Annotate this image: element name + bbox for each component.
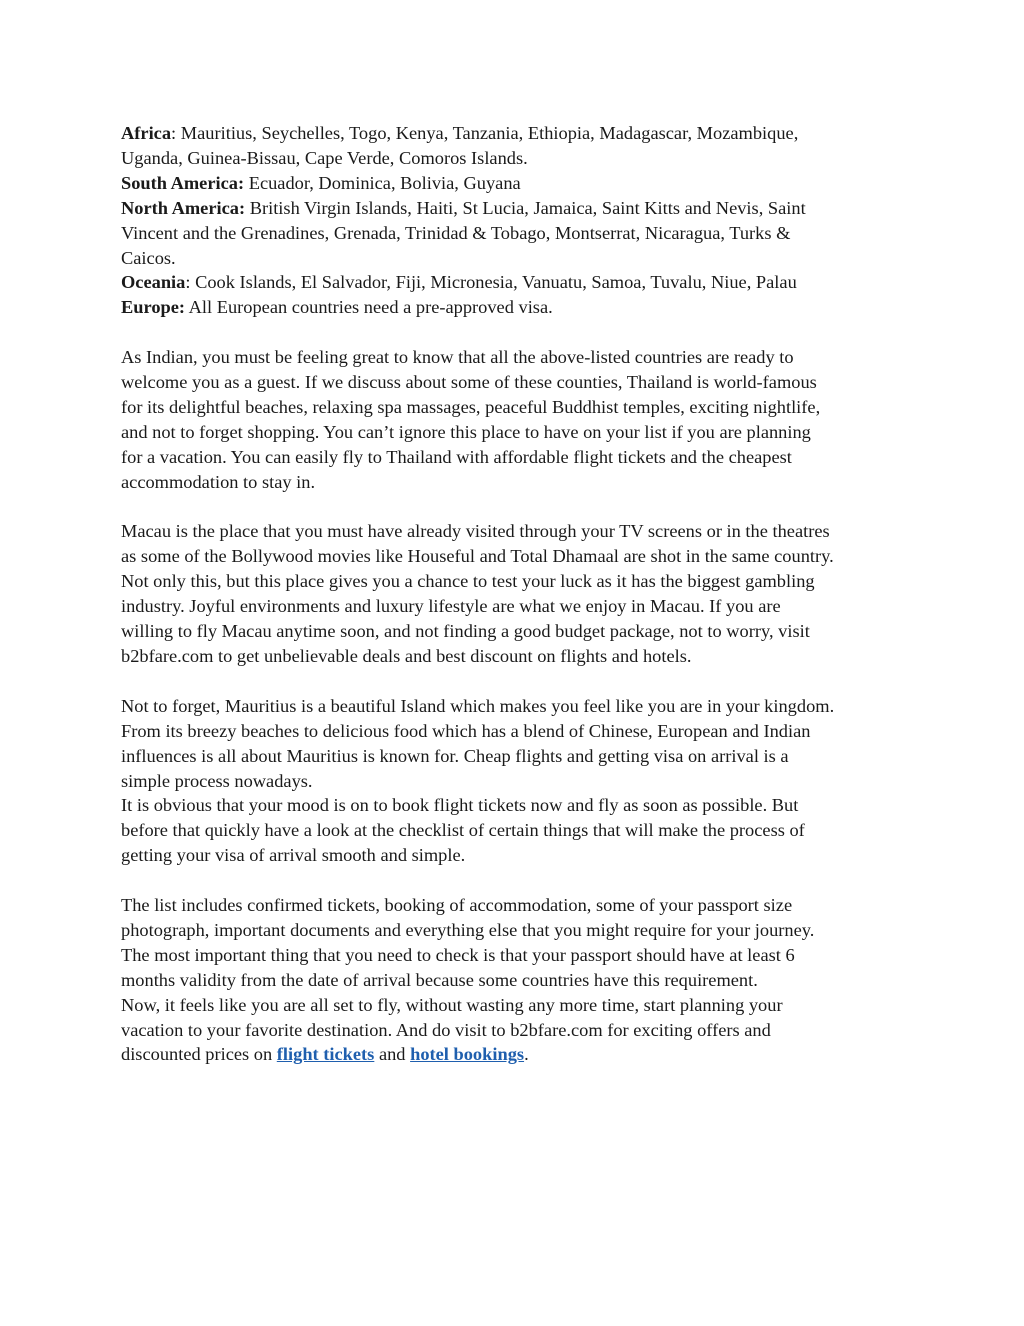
text-line: willing to fly Macau anytime soon, and not finding a good budget package, not to worry, visit	[121, 621, 810, 642]
text-line: b2bfare.com to get unbelievable deals and best discount on flights and hotels.	[121, 646, 692, 666]
region-north-america-line-1	[121, 196, 911, 221]
text-line: influences is all about Mauritius is known for. Cheap flights and getting visa on arrival is a	[121, 745, 789, 766]
paragraph-macau	[121, 519, 911, 668]
text-line: Not only this, but this place gives you a chance to test your luck as it has the biggest gambling	[121, 571, 815, 592]
text-line: Not to forget, Mauritius is a beautiful Island which makes you feel like you are in your kingdom.	[121, 695, 835, 716]
region-separator: :	[171, 123, 177, 143]
region-south-america-line-1	[121, 171, 911, 196]
text-line: for a vacation. You can easily fly to Thailand with affordable flight tickets and the cheapest	[121, 446, 792, 467]
region-europe-line-1	[121, 295, 911, 320]
region-label-south-america: South America:	[121, 172, 245, 193]
text-line: and not to forget shopping. You can’t ignore this place to have on your list if you are planning	[121, 421, 811, 442]
text-line: welcome you as a guest. If we discuss about some of these counties, Thailand is world-famous	[121, 372, 817, 393]
text-line: Macau is the place that you must have already visited through your TV screens or in the theatres	[121, 521, 830, 542]
text-line: industry. Joyful environments and luxury lifestyle are what we enjoy in Macau. If you are	[121, 596, 781, 617]
region-africa-line-1	[121, 121, 911, 146]
flight-tickets-link[interactable]: flight tickets	[276, 1044, 375, 1065]
text-line: simple process nowadays.	[121, 770, 313, 791]
text-line: Now, it feels like you are all set to fly, without wasting any more time, start planning your	[121, 994, 783, 1015]
text-line: It is obvious that your mood is on to book flight tickets now and fly as soon as possible. But	[121, 795, 799, 816]
paragraph-checklist	[121, 893, 911, 1067]
text-line: getting your visa of arrival smooth and simple.	[121, 845, 466, 866]
text-line: photograph, important documents and everything else that you might require for your journey.	[121, 919, 815, 940]
region-label-north-america: North America:	[121, 197, 246, 218]
region-countries: Mauritius, Seychelles, Togo, Kenya, Tanzania, Ethiopia, Madagascar, Mozambique,	[176, 123, 799, 143]
text-line: vacation to your favorite destination. And do visit to b2bfare.com for exciting offers and	[121, 1019, 771, 1040]
text-line: for its delightful beaches, relaxing spa massages, peaceful Buddhist temples, exciting nightlife,	[121, 396, 821, 417]
region-countries: British Virgin Islands, Haiti, St Lucia, Jamaica, Saint Kitts and Nevis, Saint	[245, 197, 806, 218]
region-north-america-line-3: Caicos.	[121, 247, 176, 268]
region-label-oceania: Oceania	[121, 272, 186, 293]
region-label-europe: Europe:	[121, 297, 186, 318]
text-line: The list includes confirmed tickets, booking of accommodation, some of your passport size	[121, 895, 793, 916]
region-oceania-line-1	[121, 270, 911, 295]
text-line: months validity from the date of arrival because some countries have this requirement.	[121, 969, 758, 990]
closing-prefix: discounted prices on	[121, 1044, 277, 1065]
region-countries: Ecuador, Dominica, Bolivia, Guyana	[244, 172, 521, 193]
region-africa-line-2: Uganda, Guinea-Bissau, Cape Verde, Comoros Islands.	[121, 147, 528, 168]
hotel-bookings-link[interactable]: hotel bookings	[410, 1044, 525, 1065]
closing-line	[121, 1042, 911, 1067]
closing-suffix: .	[524, 1044, 529, 1065]
region-separator: :	[185, 272, 191, 293]
closing-middle: and	[374, 1044, 411, 1065]
paragraph-thailand	[121, 345, 911, 494]
region-label-africa: Africa	[121, 123, 172, 143]
region-countries: All European countries need a pre-approved visa.	[185, 297, 553, 318]
text-line: The most important thing that you need to check is that your passport should have at least 6	[121, 944, 795, 965]
text-line: before that quickly have a look at the checklist of certain things that will make the process of	[121, 820, 805, 841]
document-body	[121, 121, 911, 1067]
region-north-america-line-2: Vincent and the Grenadines, Grenada, Trinidad & Tobago, Montserrat, Nicaragua, Turks &	[121, 222, 791, 243]
region-countries: Cook Islands, El Salvador, Fiji, Micronesia, Vanuatu, Samoa, Tuvalu, Niue, Palau	[190, 272, 797, 293]
text-line: From its breezy beaches to delicious food which has a blend of Chinese, European and Indian	[121, 720, 811, 741]
text-line: As Indian, you must be feeling great to know that all the above-listed countries are ready to	[121, 347, 794, 368]
paragraph-mauritius	[121, 694, 911, 868]
regions-section	[121, 121, 911, 320]
text-line: accommodation to stay in.	[121, 471, 316, 492]
text-line: as some of the Bollywood movies like Houseful and Total Dhamaal are shot in the same country.	[121, 546, 834, 567]
